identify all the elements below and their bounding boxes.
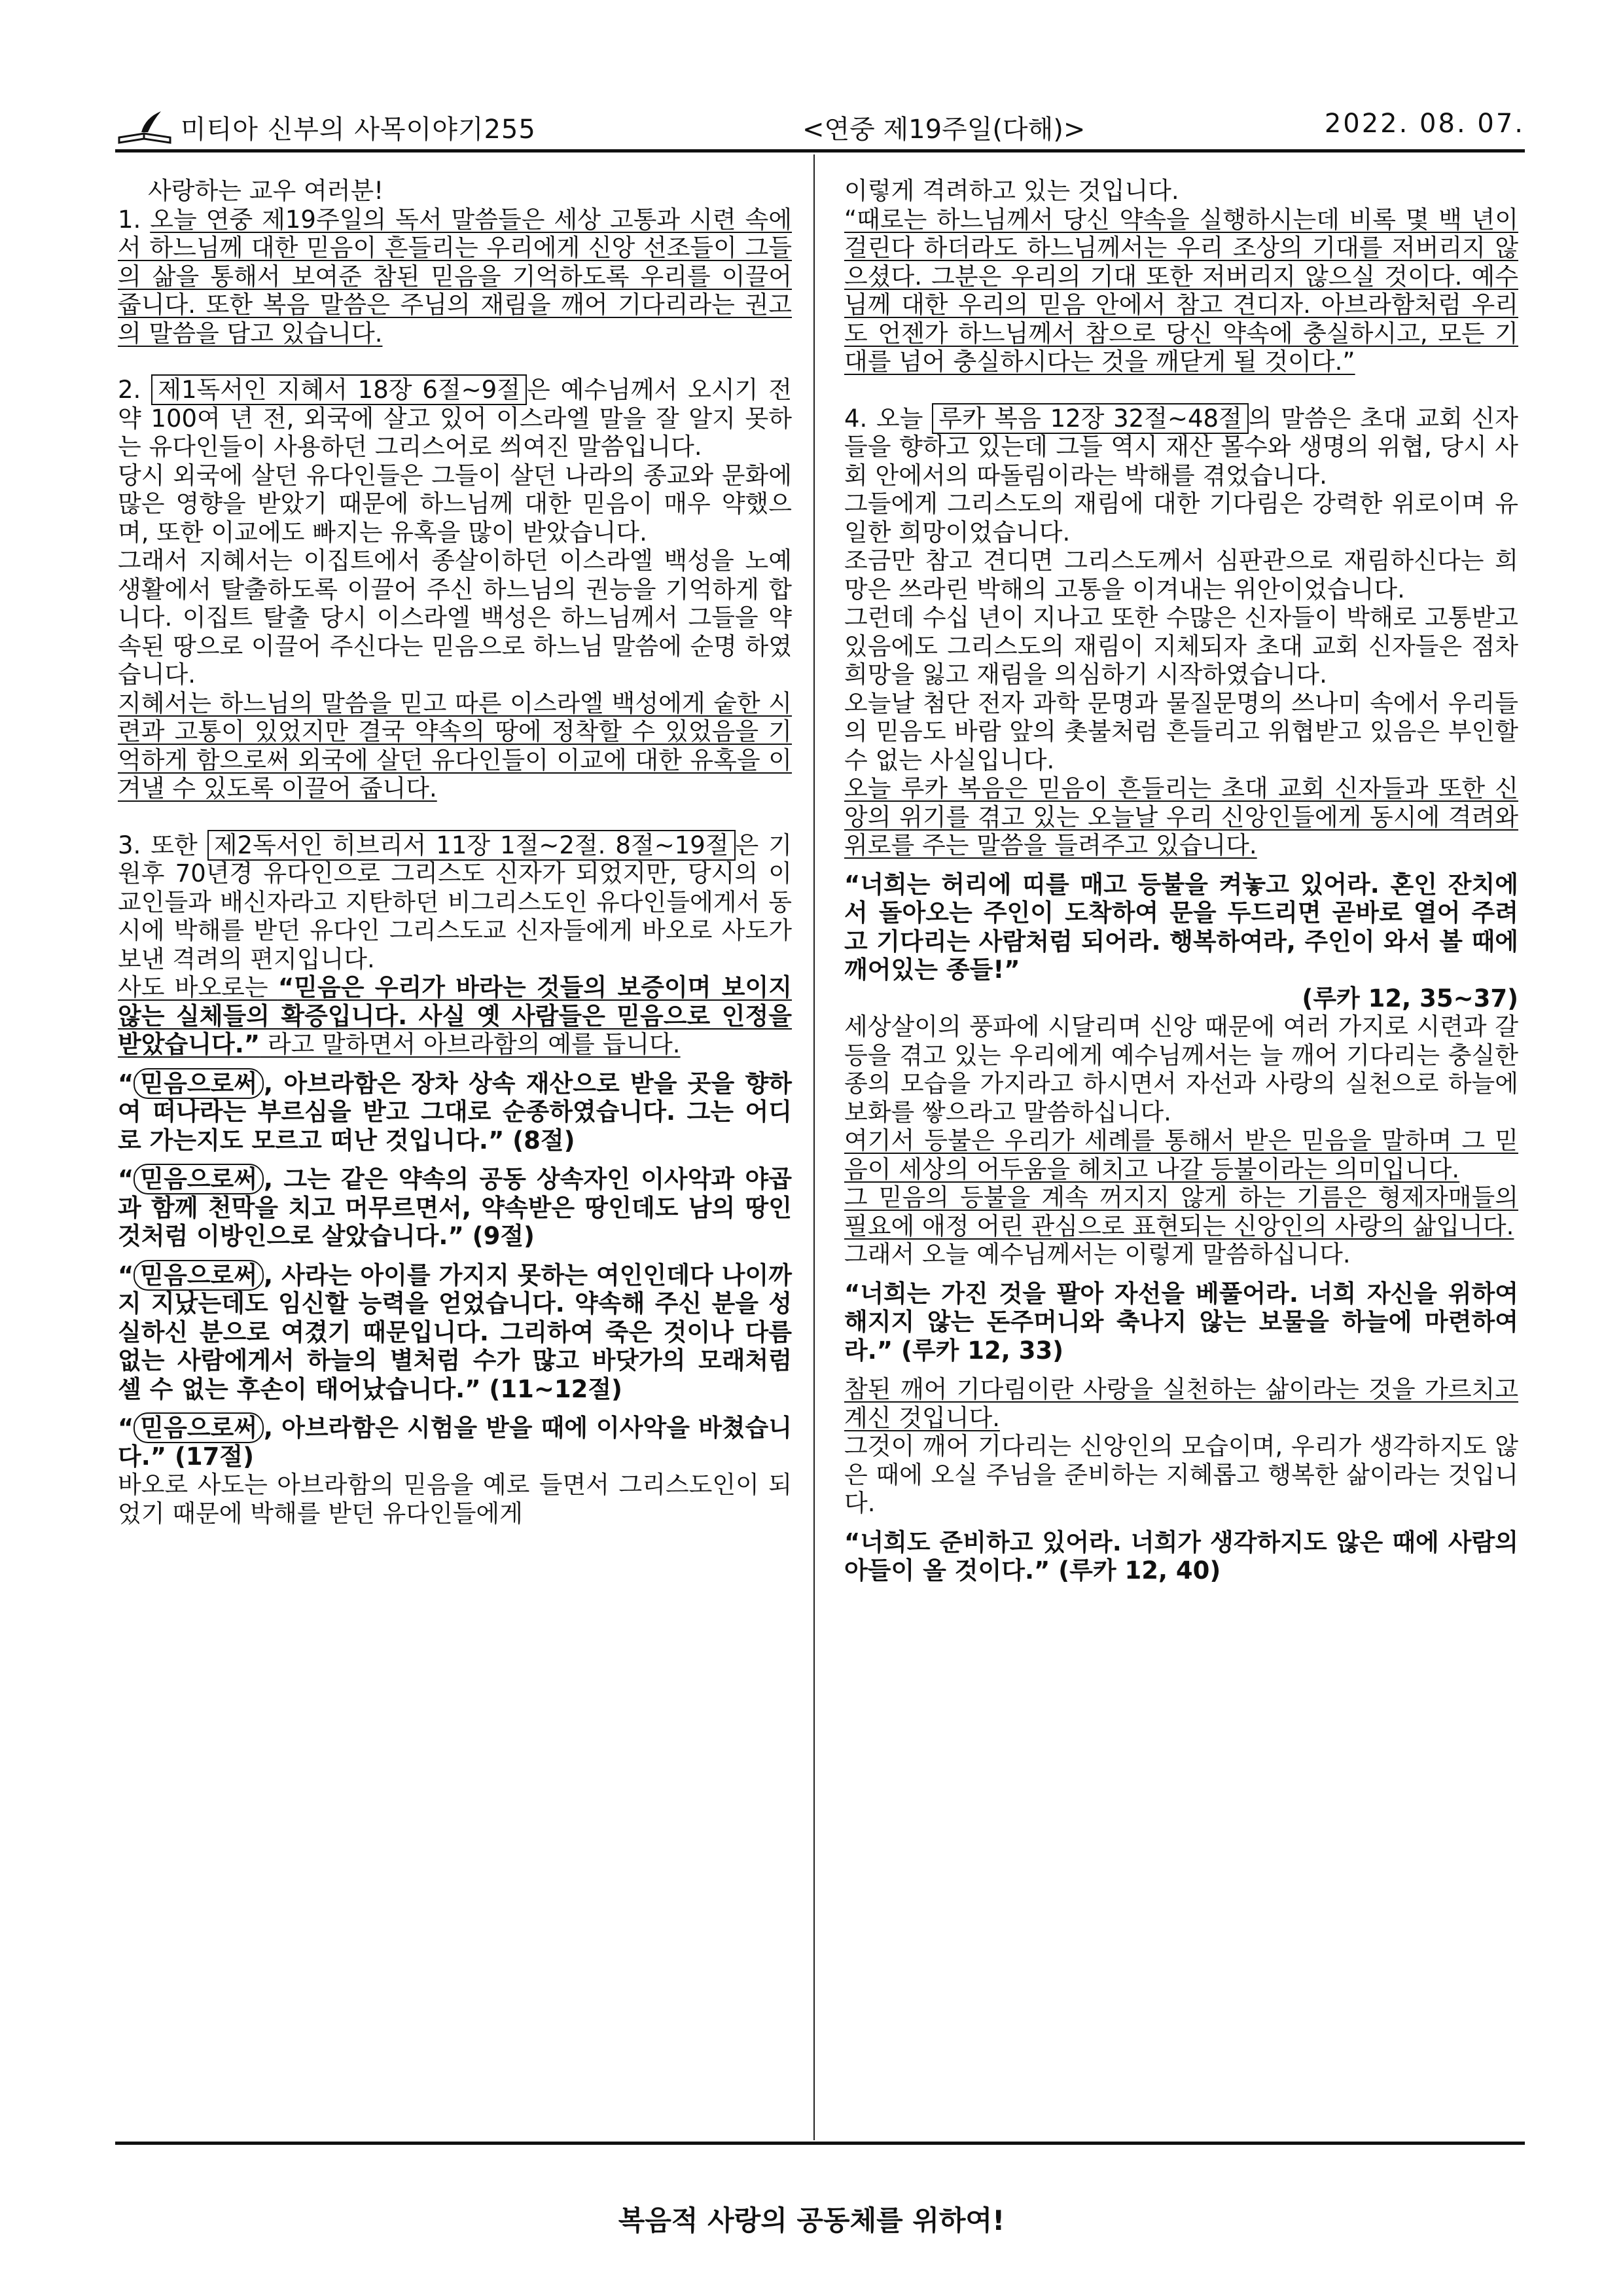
paragraph: 오늘 루카 복음은 믿음이 흔들리는 초대 교회 신자들과 또한 신앙의 위기를 겪고 있는 오늘날 우리 신앙인들에게 동시에 격려와 위로를 주는 말씀을 들려주고 있습니다. [844,774,1518,859]
footer-rule [115,2142,1525,2145]
left-column [118,177,792,1528]
quote-citation: (루카 12, 35~37) [1302,984,1518,1013]
section-2 [118,376,792,461]
greeting: 사랑하는 교우 여러분! [148,177,384,205]
quote-block: “ 믿음으로써 , 그는 같은 약속의 공동 상속자인 이사악과 야곱과 함께 천막을 치고 머무르면서, 약속받은 땅인데도 남의 땅인 것처럼 이방인으로 살았습니다.” (9절) [118,1165,792,1250]
paragraph: 그들에게 그리스도의 재림에 대한 기다림은 강력한 위로이며 유일한 희망이었습니다. [844,490,1518,547]
quote-block: “ 믿음으로써 , 아브라함은 장차 상속 재산으로 받을 곳을 향하여 떠나라는 부르심을 받고 그대로 순종하였습니다. 그는 어디로 가는지도 모르고 떠난 것입니다.” (8절) [118,1069,792,1155]
paragraph: 당시 외국에 살던 유다인들은 그들이 살던 나라의 종교와 문화에 많은 영향을 받았기 때문에 하느님께 대한 믿음이 매우 약했으며, 또한 이교에도 빠지는 유혹을 많이 받았습니다. [118,461,792,547]
scripture-quote: “믿음은 우리가 바라는 것들의 보증이며 보이지 않는 실체들의 확증입니다. 사실 옛 사람들은 믿음으로 인정을 받았습니다.” [118,973,792,1058]
section-3 [118,831,792,974]
circled-phrase: 믿음으로써 [134,1068,264,1099]
section-number: 1. [118,205,141,234]
circled-phrase: 믿음으로써 [134,1164,264,1194]
reading-2-ref: 제2독서인 히브리서 11장 1절~2절. 8절~19절 [207,830,736,861]
page-header [115,105,1525,151]
paragraph: 바오로 사도는 아브라함의 믿음을 예로 들면서 그리스도인이 되었기 때문에 박해를 받던 유다인들에게 [118,1471,792,1528]
paragraph: 지혜서는 하느님의 말씀을 믿고 따른 이스라엘 백성에게 숱한 시련과 고통이 있었지만 결국 약속의 땅에 정착할 수 있었음을 기억하게 함으로써 외국에 살던 유다인들이 이교에 대한 유혹을 이겨낼 수 있도록 이끌어 줍니다. [118,689,792,802]
section-number: 4. 오늘 [844,404,923,433]
paragraph: 이렇게 격려하고 있는 것입니다. [844,177,1179,205]
footer-slogan: 복음적 사랑의 공동체를 위하여! [618,2204,1005,2236]
paragraph: 그런데 수십 년이 지나고 또한 수많은 신자들이 박해로 고통받고 있음에도 그리스도의 재림이 지체되자 초대 교회 신자들은 점차 희망을 잃고 재림을 의심하기 시작하였습니다. [844,603,1518,689]
section-4 [844,404,1518,490]
section-4-text: 의 말씀은 초대 교회 신자들을 향하고 있는데 그들 역시 재산 몰수와 생명의 위협, 당시 사회 안에서의 따돌림이라는 박해를 겪었습니다. [844,404,1519,490]
book-quill-icon [115,109,174,148]
paragraph: “때로는 하느님께서 당신 약속을 실행하시는데 비록 몇 백 년이 걸린다 하더라도 하느님께서는 우리 조상의 기대를 저버리지 않으셨다. 그분은 우리의 기대 또한 저버리지 않으실 것이다. 예수님께 대한 우리의 믿음 안에서 참고 견디자. 아브라함처럼 우리도 언젠가 하느님께서 참으로 당신 약속에 충실하시고, 모든 기대를 넘어 충실하시다는 것을 깨닫게 될 것이다.” [844,205,1518,376]
paragraph: 여기서 등불은 우리가 세례를 통해서 받은 믿음을 말하며 그 믿음이 세상의 어두움을 헤치고 나갈 등불이라는 의미입니다. [844,1126,1518,1183]
reading-1-ref: 제1독서인 지혜서 18장 6절~9절 [151,374,527,405]
liturgical-day: <연중 제19주일(다해)> [802,115,1086,145]
circled-phrase: 믿음으로써 [134,1260,264,1291]
section-2-text: 은 예수님께서 오시기 전 약 100여 년 전, 외국에 살고 있어 이스라엘 말을 잘 알지 못하는 유다인들이 사용하던 그리스어로 씌여진 말씀입니다. [118,376,792,461]
section-1-text: 오늘 연중 제19주일의 독서 말씀들은 세상 고통과 시련 속에서 하느님께 대한 믿음이 흔들리는 우리에게 신앙 선조들이 그들의 삶을 통해서 보여준 참된 믿음을 기억하도록 우리를 이끌어 줍니다. 또한 복음 말씀은 주님의 재림을 깨어 기다리라는 권고의 말씀을 담고 있습니다. [118,205,792,348]
right-column [844,177,1518,1585]
paragraph: 참된 깨어 기다림이란 사랑을 실천하는 삶이라는 것을 가르치고 계신 것입니다. [844,1375,1518,1432]
quote-block: “ 믿음으로써 , 사라는 아이를 가지지 못하는 여인인데다 나이까지 지났는데도 임신할 능력을 얻었습니다. 약속해 주신 분을 성실하신 분으로 여겼기 때문입니다. 그리하여 죽은 것이나 다름없는 사람에게서 하늘의 별처럼 수가 많고 바닷가의 모래처럼 셀 수 없는 후손이 태어났습니다.” (11~12절) [118,1261,792,1403]
quote-block: “너희는 허리에 띠를 매고 등불을 켜놓고 있어라. 혼인 잔치에서 돌아오는 주인이 도착하여 문을 두드리면 곧바로 열어 주려고 기다리는 사람처럼 되어라. 행복하여라, 주인이 와서 볼 때에 깨어있는 종들!” [844,870,1518,984]
quote-block: “너희도 준비하고 있어라. 너희가 생각하지도 않은 때에 사람의 아들이 올 것이다.” (루카 12, 40) [844,1528,1518,1585]
paragraph: 그것이 깨어 기다리는 신앙인의 모습이며, 우리가 생각하지도 않은 때에 오실 주님을 준비하는 지혜롭고 행복한 삶이라는 것입니다. [844,1432,1518,1517]
paragraph: 그 믿음의 등불을 계속 꺼지지 않게 하는 기름은 형제자매들의 필요에 애정 어린 관심으로 표현되는 신앙인의 사랑의 삶입니다. [844,1183,1518,1240]
paragraph: 그래서 지혜서는 이집트에서 종살이하던 이스라엘 백성을 노예 생활에서 탈출하도록 이끌어 주신 하느님의 권능을 기억하게 합니다. 이집트 탈출 당시 이스라엘 백성은 하느님께서 그들을 약속된 땅으로 이끌어 주신다는 믿음으로 하느님 말씀에 순명 하였습니다. [118,547,792,689]
gospel-ref: 루카 복음 12장 32절~48절 [932,403,1249,434]
series-title: 미티아 신부의 사목이야기255 [181,115,536,145]
quote-block: “ 믿음으로써 , 아브라함은 시험을 받을 때에 이사악을 바쳤습니다.” (17절) [118,1414,792,1471]
section-number: 3. 또한 [118,831,198,859]
paragraph: 사도 바오로는 “믿음은 우리가 바라는 것들의 보증이며 보이지 않는 실체들의 확증입니다. 사실 옛 사람들은 믿음으로 인정을 받았습니다.” 라고 말하면서 아브라함의 예를 듭니다. [118,973,792,1058]
paragraph: 그래서 오늘 예수님께서는 이렇게 말씀하십니다. [844,1240,1351,1268]
section-3-text: 은 기원후 70년경 유다인으로 그리스도 신자가 되었지만, 당시의 이교인들과 배신자라고 지탄하던 비그리스도인 유다인들에게서 동시에 박해를 받던 유다인 그리스도교 신자들에게 바오로 사도가 보낸 격려의 편지입니다. [118,831,793,973]
header-rule [115,149,1525,152]
paragraph: 오늘날 첨단 전자 과학 문명과 물질문명의 쓰나미 속에서 우리들의 믿음도 바람 앞의 촛불처럼 흔들리고 위협받고 있음은 부인할 수 없는 사실입니다. [844,689,1518,774]
section-1 [118,206,792,348]
column-divider [813,154,815,2140]
section-number: 2. [118,376,141,404]
paragraph: 조금만 참고 견디면 그리스도께서 심판관으로 재림하신다는 희망은 쓰라린 박해의 고통을 이겨내는 위안이었습니다. [844,547,1518,603]
issue-date: 2022. 08. 07. [1324,109,1525,139]
paragraph: 세상살이의 풍파에 시달리며 신앙 때문에 여러 가지로 시련과 갈등을 겪고 있는 우리에게 예수님께서는 늘 깨어 기다리는 충실한 종의 모습을 가지라고 하시면서 자선과 사랑의 실천으로 하늘에 보화를 쌓으라고 말씀하십니다. [844,1013,1518,1126]
quote-block: “너희는 가진 것을 팔아 자선을 베풀어라. 너희 자신을 위하여 해지지 않는 돈주머니와 축나지 않는 보물을 하늘에 마련하여라.” (루카 12, 33) [844,1279,1518,1365]
circled-phrase: 믿음으로써 [134,1412,264,1443]
